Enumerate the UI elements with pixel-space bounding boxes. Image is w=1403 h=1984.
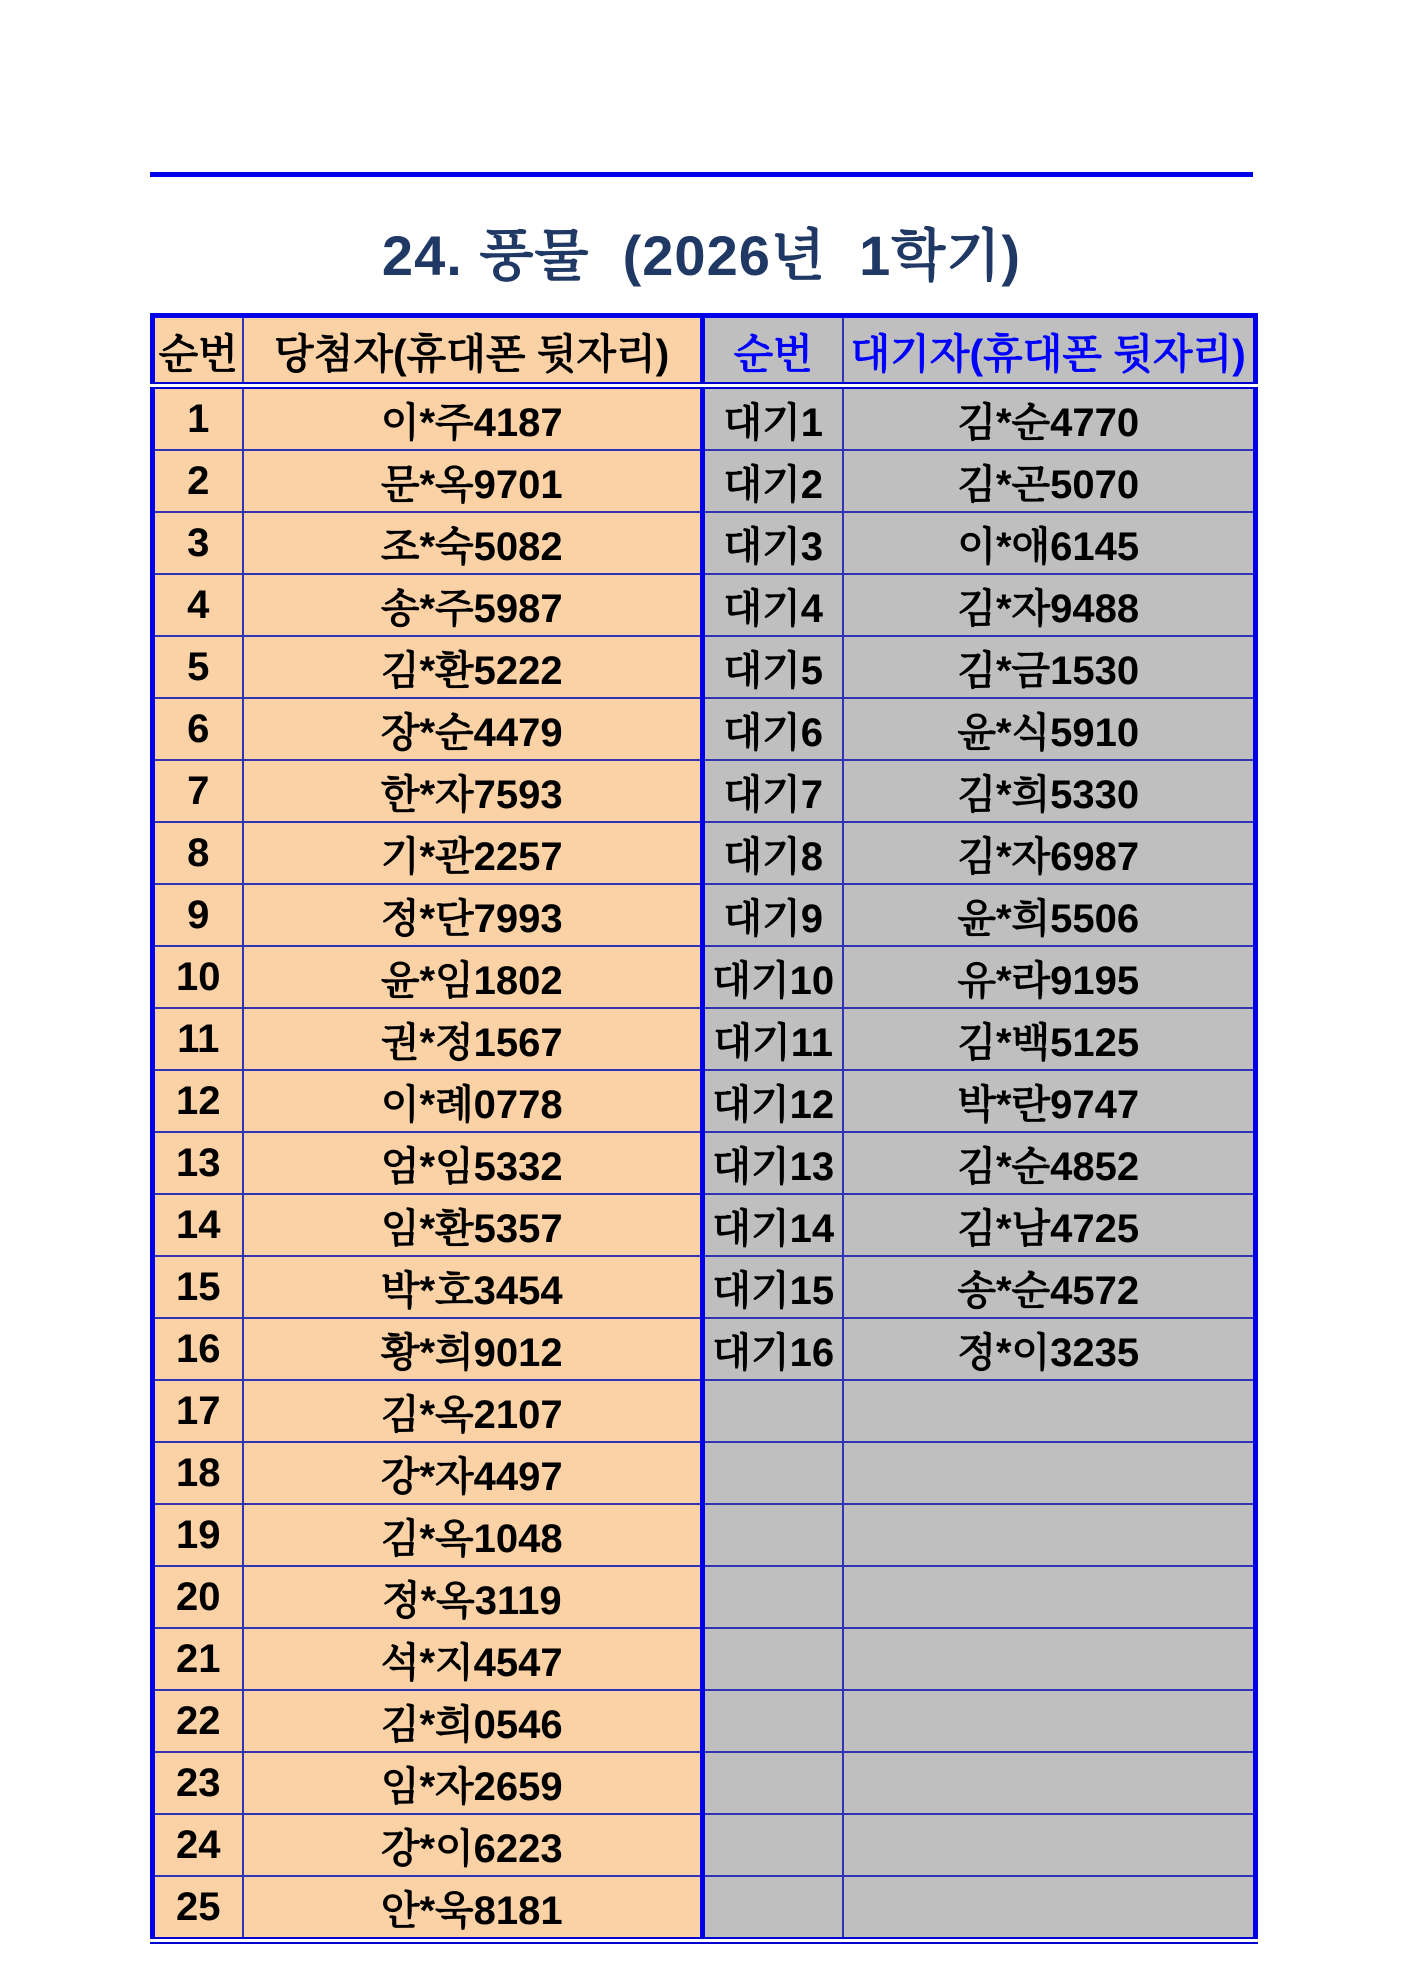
winner-rank-cell: 8 xyxy=(153,822,243,884)
waitlist-rank-cell xyxy=(703,1442,843,1504)
winner-rank-cell: 23 xyxy=(153,1752,243,1814)
winner-rank-cell: 17 xyxy=(153,1380,243,1442)
table-row xyxy=(153,1008,1256,1070)
winner-rank-cell: 6 xyxy=(153,698,243,760)
waitlist-rank-cell xyxy=(703,1380,843,1442)
waitlist-rank-cell: 대기9 xyxy=(703,884,843,946)
waitlist-name-cell xyxy=(843,1380,1256,1442)
winner-rank-cell: 2 xyxy=(153,450,243,512)
table-row xyxy=(153,1194,1256,1256)
waitlist-name-header: 대기자(휴대폰 뒷자리) xyxy=(843,316,1256,386)
waitlist-rank-cell: 대기6 xyxy=(703,698,843,760)
waitlist-name-cell xyxy=(843,1814,1256,1876)
waitlist-rank-cell: 대기13 xyxy=(703,1132,843,1194)
winner-name-cell: 윤*임1802 xyxy=(243,946,703,1008)
table-row xyxy=(153,1442,1256,1504)
waitlist-name-cell: 박*란9747 xyxy=(843,1070,1256,1132)
waitlist-name-cell xyxy=(843,1876,1256,1941)
winner-rank-cell: 11 xyxy=(153,1008,243,1070)
table-row xyxy=(153,1566,1256,1628)
table-row xyxy=(153,512,1256,574)
winner-name-cell: 정*옥3119 xyxy=(243,1566,703,1628)
winner-rank-cell: 22 xyxy=(153,1690,243,1752)
waitlist-rank-cell: 대기3 xyxy=(703,512,843,574)
winner-rank-cell: 16 xyxy=(153,1318,243,1380)
table-row xyxy=(153,1690,1256,1752)
waitlist-rank-cell: 대기12 xyxy=(703,1070,843,1132)
winner-name-cell: 조*숙5082 xyxy=(243,512,703,574)
winner-rank-cell: 13 xyxy=(153,1132,243,1194)
table-row xyxy=(153,946,1256,1008)
waitlist-rank-cell: 대기1 xyxy=(703,386,843,451)
waitlist-name-cell xyxy=(843,1752,1256,1814)
waitlist-rank-cell: 대기14 xyxy=(703,1194,843,1256)
winner-name-cell: 정*단7993 xyxy=(243,884,703,946)
waitlist-name-cell: 김*금1530 xyxy=(843,636,1256,698)
winner-rank-cell: 18 xyxy=(153,1442,243,1504)
waitlist-name-cell xyxy=(843,1566,1256,1628)
lottery-results-table xyxy=(150,313,1258,1944)
waitlist-name-cell: 윤*식5910 xyxy=(843,698,1256,760)
winner-rank-cell: 15 xyxy=(153,1256,243,1318)
waitlist-name-cell: 김*자6987 xyxy=(843,822,1256,884)
waitlist-rank-cell xyxy=(703,1504,843,1566)
waitlist-rank-cell xyxy=(703,1814,843,1876)
waitlist-rank-header: 순번 xyxy=(703,316,843,386)
table-row xyxy=(153,1752,1256,1814)
waitlist-name-cell xyxy=(843,1504,1256,1566)
winner-rank-cell: 7 xyxy=(153,760,243,822)
table-row xyxy=(153,760,1256,822)
winner-rank-cell: 21 xyxy=(153,1628,243,1690)
table-body xyxy=(153,386,1256,1941)
winner-name-cell: 임*자2659 xyxy=(243,1752,703,1814)
waitlist-name-cell: 김*남4725 xyxy=(843,1194,1256,1256)
lottery-results-table-wrap xyxy=(150,313,1258,1944)
winner-rank-cell: 24 xyxy=(153,1814,243,1876)
winner-rank-header: 순번 xyxy=(153,316,243,386)
waitlist-name-cell: 정*이3235 xyxy=(843,1318,1256,1380)
winner-rank-cell: 10 xyxy=(153,946,243,1008)
winner-name-cell: 강*자4497 xyxy=(243,1442,703,1504)
winner-name-cell: 기*관2257 xyxy=(243,822,703,884)
table-row xyxy=(153,636,1256,698)
winner-name-cell: 김*희0546 xyxy=(243,1690,703,1752)
waitlist-rank-cell: 대기10 xyxy=(703,946,843,1008)
table-header-row xyxy=(153,316,1256,386)
winner-name-cell: 송*주5987 xyxy=(243,574,703,636)
waitlist-name-cell: 윤*희5506 xyxy=(843,884,1256,946)
top-divider-rule xyxy=(150,172,1253,177)
waitlist-rank-cell xyxy=(703,1690,843,1752)
waitlist-name-cell xyxy=(843,1628,1256,1690)
waitlist-rank-cell xyxy=(703,1628,843,1690)
table-row xyxy=(153,1814,1256,1876)
waitlist-rank-cell: 대기5 xyxy=(703,636,843,698)
table-row xyxy=(153,1504,1256,1566)
winner-name-cell: 박*호3454 xyxy=(243,1256,703,1318)
winner-name-cell: 이*례0778 xyxy=(243,1070,703,1132)
table-row xyxy=(153,1380,1256,1442)
table-row xyxy=(153,1876,1256,1941)
waitlist-name-cell: 이*애6145 xyxy=(843,512,1256,574)
winner-name-cell: 김*옥1048 xyxy=(243,1504,703,1566)
table-row xyxy=(153,884,1256,946)
winner-name-cell: 안*욱8181 xyxy=(243,1876,703,1941)
winner-name-cell: 강*이6223 xyxy=(243,1814,703,1876)
winner-name-cell: 임*환5357 xyxy=(243,1194,703,1256)
winner-name-cell: 황*희9012 xyxy=(243,1318,703,1380)
winner-rank-cell: 14 xyxy=(153,1194,243,1256)
winner-rank-cell: 20 xyxy=(153,1566,243,1628)
waitlist-name-cell: 김*순4852 xyxy=(843,1132,1256,1194)
table-row xyxy=(153,1256,1256,1318)
winner-name-cell: 권*정1567 xyxy=(243,1008,703,1070)
waitlist-rank-cell xyxy=(703,1752,843,1814)
table-row xyxy=(153,1628,1256,1690)
waitlist-rank-cell: 대기11 xyxy=(703,1008,843,1070)
winner-name-cell: 장*순4479 xyxy=(243,698,703,760)
waitlist-rank-cell: 대기7 xyxy=(703,760,843,822)
waitlist-name-cell: 김*순4770 xyxy=(843,386,1256,451)
waitlist-rank-cell: 대기4 xyxy=(703,574,843,636)
winner-name-cell: 엄*임5332 xyxy=(243,1132,703,1194)
table-row xyxy=(153,450,1256,512)
waitlist-name-cell xyxy=(843,1690,1256,1752)
winner-rank-cell: 9 xyxy=(153,884,243,946)
winner-rank-cell: 5 xyxy=(153,636,243,698)
table-row xyxy=(153,574,1256,636)
winner-name-cell: 이*주4187 xyxy=(243,386,703,451)
table-row xyxy=(153,822,1256,884)
waitlist-name-cell: 김*희5330 xyxy=(843,760,1256,822)
winner-name-cell: 석*지4547 xyxy=(243,1628,703,1690)
page-title: 24. 풍물 (2026년 1학기) xyxy=(381,224,1022,287)
waitlist-name-cell xyxy=(843,1442,1256,1504)
waitlist-rank-cell: 대기16 xyxy=(703,1318,843,1380)
winner-rank-cell: 1 xyxy=(153,386,243,451)
table-row xyxy=(153,1132,1256,1194)
waitlist-rank-cell: 대기8 xyxy=(703,822,843,884)
waitlist-name-cell: 송*순4572 xyxy=(843,1256,1256,1318)
table-row xyxy=(153,698,1256,760)
table-row xyxy=(153,1070,1256,1132)
waitlist-name-cell: 유*라9195 xyxy=(843,946,1256,1008)
winner-rank-cell: 25 xyxy=(153,1876,243,1941)
winner-name-cell: 김*옥2107 xyxy=(243,1380,703,1442)
waitlist-rank-cell: 대기15 xyxy=(703,1256,843,1318)
waitlist-rank-cell xyxy=(703,1566,843,1628)
winner-rank-cell: 4 xyxy=(153,574,243,636)
waitlist-rank-cell xyxy=(703,1876,843,1941)
waitlist-name-cell: 김*곤5070 xyxy=(843,450,1256,512)
table-row xyxy=(153,386,1256,451)
waitlist-name-cell: 김*백5125 xyxy=(843,1008,1256,1070)
winner-name-cell: 문*옥9701 xyxy=(243,450,703,512)
winner-rank-cell: 3 xyxy=(153,512,243,574)
winner-name-header: 당첨자(휴대폰 뒷자리) xyxy=(243,316,703,386)
winner-rank-cell: 12 xyxy=(153,1070,243,1132)
winner-rank-cell: 19 xyxy=(153,1504,243,1566)
winner-name-cell: 김*환5222 xyxy=(243,636,703,698)
table-row xyxy=(153,1318,1256,1380)
winner-name-cell: 한*자7593 xyxy=(243,760,703,822)
waitlist-rank-cell: 대기2 xyxy=(703,450,843,512)
waitlist-name-cell: 김*자9488 xyxy=(843,574,1256,636)
